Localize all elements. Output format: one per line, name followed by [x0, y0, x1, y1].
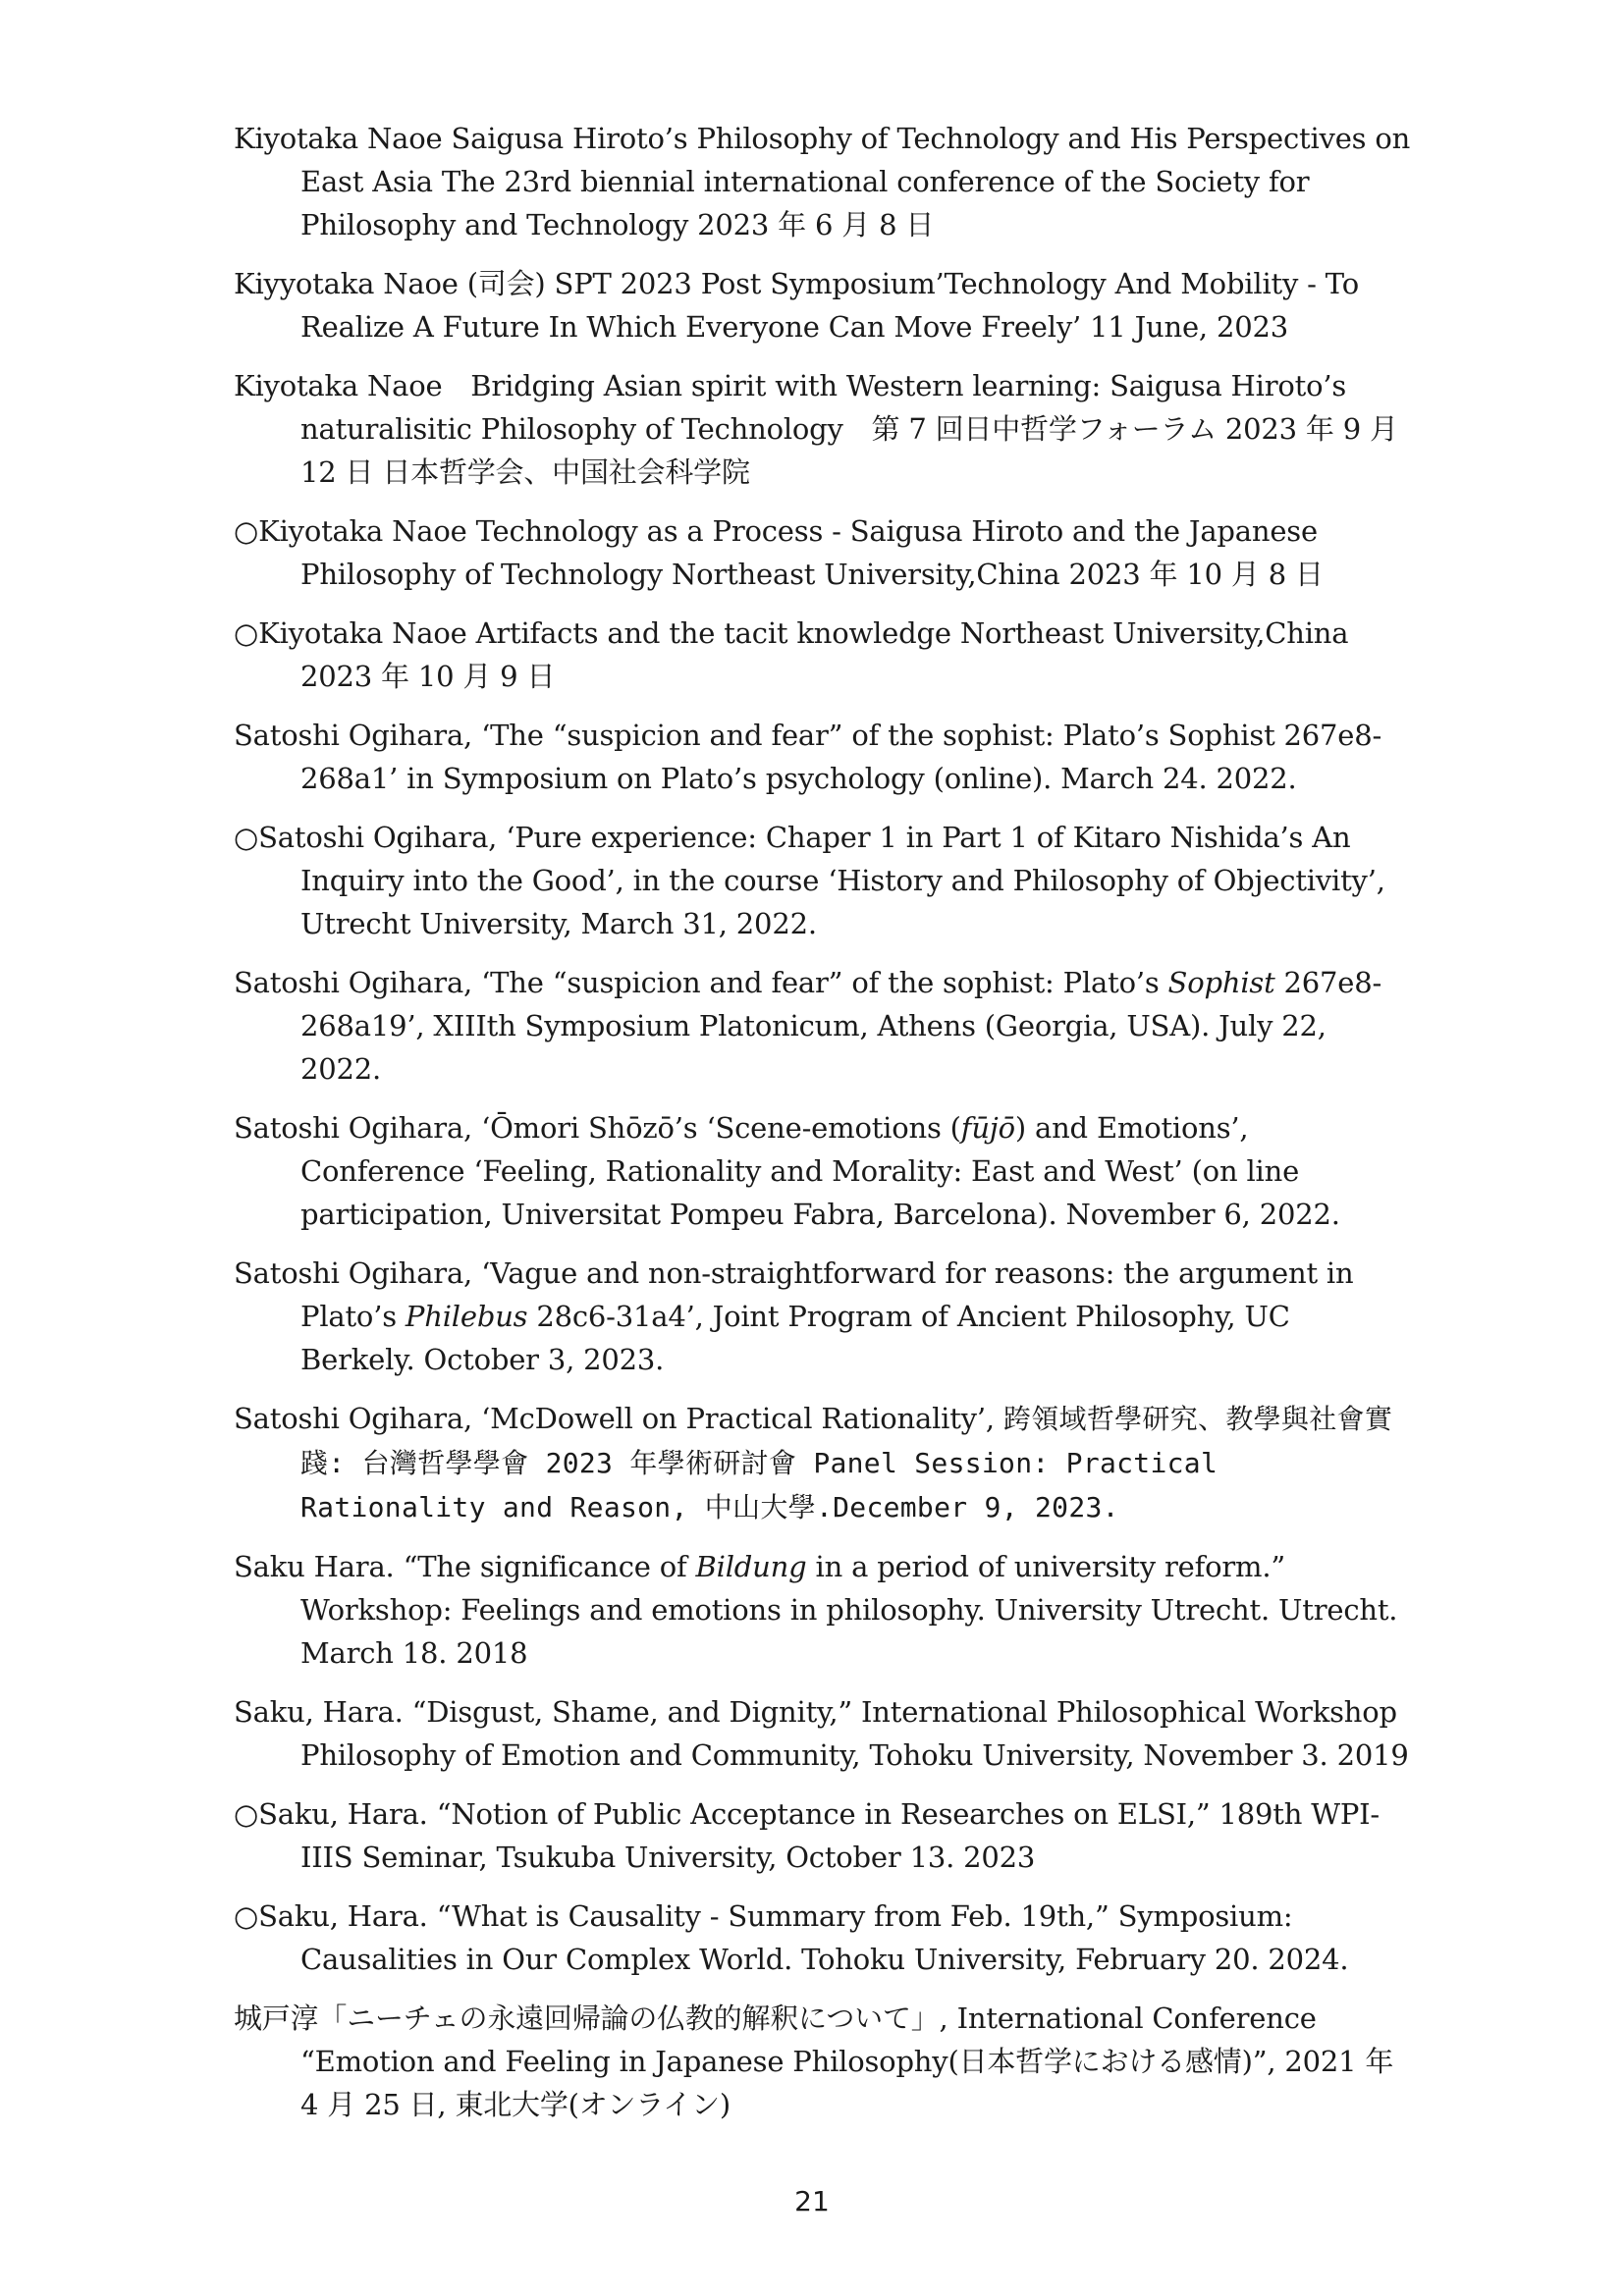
- entry-text: Satoshi Ogihara, ‘The “suspicion and fear” of the sophist: Plato’s: [234, 966, 1168, 999]
- entry-title-italic: fūjō: [960, 1111, 1015, 1145]
- list-item: 城戸淳「ニーチェの永遠回帰論の仏教的解釈について」, International Conference “Emotion and Feeling in Japanese Philosophy(日本哲学における感情)”, 2021 年 4 月 25 日, 東北大学(オンライン): [234, 2002, 1394, 2121]
- entry-text: Satoshi Ogihara, ‘Ōmori Shōzō’s ‘Scene-emotions (: [234, 1111, 961, 1145]
- list-item: ○Kiyotaka Naoe Artifacts and the tacit knowledge Northeast University,China 2023 年 10 月 9 日: [234, 616, 1349, 693]
- list-item: Saku, Hara. “Disgust, Shame, and Dignity,” International Philosophical Workshop Philosophy of Emotion and Community, Tohoku University, November 3. 2019: [234, 1695, 1409, 1772]
- list-item: Satoshi Ogihara, ‘The “suspicion and fear” of the sophist: Plato’s Sophist 267e8-268a1’ in Symposium on Plato’s psychology (online). March 24. 2022.: [234, 719, 1382, 795]
- list-item: Kiyotaka Naoe Bridging Asian spirit with Western learning: Saigusa Hiroto’s naturalisitic Philosophy of Technology 第 7 回日中哲学フォーラム 2023 年 9 月 12 日 日本哲学会、中国社会科学院: [234, 369, 1398, 489]
- list-item: ○Kiyotaka Naoe Technology as a Process - Saigusa Hiroto and the Japanese Philosophy of Technology Northeast University,China 2023 年 10 月 8 日: [234, 514, 1324, 591]
- entry-text: in a period of university reform.” Workshop: Feelings and emotions in philosophy. University Utrecht. Utrecht. March 18. 2018: [300, 1550, 1398, 1670]
- entry-text: Saku Hara. “The significance of: [234, 1550, 696, 1583]
- entry-text: 28c6-31a4’, Joint Program of Ancient Philosophy, UC Berkely. October 3, 2023.: [300, 1300, 1290, 1376]
- entry-title-italic: Bildung: [695, 1550, 807, 1583]
- entry-text: ) and Emotions’, Conference ‘Feeling, Rationality and Morality: East and West’ (on line participation, Universitat Pompeu Fabra, Barcelona). November 6, 2022.: [300, 1111, 1340, 1231]
- list-item: [234, 1545, 1412, 1675]
- list-item: [234, 1397, 1412, 1529]
- entry-text: Satoshi Ogihara, ‘Vague and non-straightforward for reasons: the argument in Plato’s: [234, 1256, 1354, 1333]
- list-item: ○Satoshi Ogihara, ‘Pure experience: Chaper 1 in Part 1 of Kitaro Nishida’s An Inquiry into the Good’, in the course ‘History and Philosophy of Objectivity’, Utrecht University, March 31, 2022.: [234, 821, 1385, 940]
- presentation-list: [234, 117, 1412, 2142]
- list-item: ○Saku, Hara. “Notion of Public Acceptance in Researches on ELSI,” 189th WPI-IIIS Seminar, Tsukuba University, October 13. 2023: [234, 1797, 1380, 1874]
- list-item: ○Saku, Hara. “What is Causality - Summary from Feb. 19th,” Symposium: Causalities in Our Complex World. Tohoku University, February 20. 2024.: [234, 1899, 1349, 1976]
- entry-title-italic: Philebus: [405, 1300, 528, 1333]
- entry-text: Satoshi Ogihara, ‘McDowell on Practical Rationality’,: [234, 1402, 1003, 1435]
- list-item: [234, 1252, 1412, 1381]
- list-item: [234, 1106, 1412, 1236]
- entry-title-italic: Sophist: [1167, 966, 1275, 999]
- entry-text-mono: 跨領域哲學研究、教學與社會實踐: 台灣哲學學會 2023 年學術研討會 Panel Session: Practical Rationality and Reason, 中山大學.December 9, 2023.: [300, 1403, 1393, 1523]
- list-item: [234, 961, 1412, 1091]
- entry-text: 267e8-268a19’, XIIIth Symposium Platonicum, Athens (Georgia, USA). July 22, 2022.: [300, 966, 1382, 1086]
- list-item: Kiyyotaka Naoe (司会) SPT 2023 Post Symposium’Technology And Mobility - To Realize A Future In Which Everyone Can Move Freely’ 11 June, 2023: [234, 267, 1359, 344]
- page-number: 21: [794, 2185, 830, 2217]
- list-item: Kiyotaka Naoe Saigusa Hiroto’s Philosophy of Technology and His Perspectives on East Asia The 23rd biennial international conference of the Society for Philosophy and Technology 2023 年 6 月 8 日: [234, 122, 1411, 241]
